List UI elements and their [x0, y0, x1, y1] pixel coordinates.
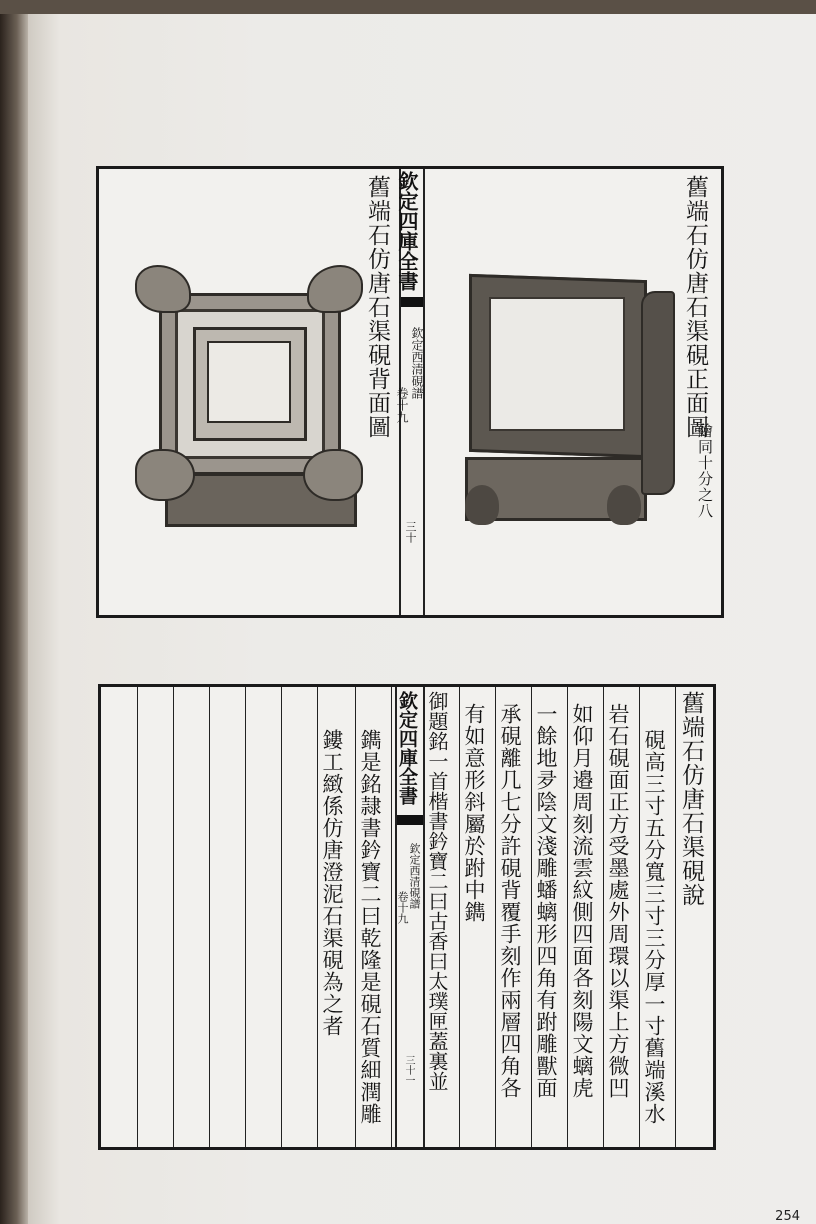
column-rule	[675, 687, 676, 1147]
text-panel	[98, 684, 716, 1150]
text-title: 舊端石仿唐石渠硯說	[678, 691, 704, 907]
center-book-title: 欽定四庫全書	[395, 171, 419, 291]
text-column: 硯高三寸五分寬三寸三分厚一寸舊端溪水	[642, 729, 666, 1125]
center-juan: 卷十九	[395, 387, 409, 423]
column-rule	[317, 687, 318, 1147]
column-rule	[355, 687, 356, 1147]
text-column: 岩石硯面正方受墨處外周環以渠上方微凹	[606, 703, 630, 1099]
column-rule	[281, 687, 282, 1147]
text-column: 鏤工緻係仿唐澄泥石渠硯為之者	[320, 729, 344, 1037]
text-column: 御題銘一首楷書鈐寶二曰古香曰太璞匣蓋裏並	[425, 691, 449, 1091]
text-column: 有如意形斜屬於跗中鐫	[462, 703, 486, 923]
front-view-title: 舊端石仿唐石渠硯正面圖	[682, 175, 708, 439]
center-book-title: 欽定四庫全書	[396, 691, 418, 805]
book-gutter	[0, 14, 28, 1224]
inkstone-front-view	[461, 271, 671, 531]
center-volume-title: 欽定西清硯譜	[408, 843, 421, 909]
center-juan: 卷十九	[396, 891, 409, 924]
column-rule	[495, 687, 496, 1147]
center-leaf-number: 三十一	[403, 1055, 414, 1085]
column-rule	[639, 687, 640, 1147]
fish-tail-mark	[401, 297, 423, 307]
column-rule	[209, 687, 210, 1147]
column-rule	[245, 687, 246, 1147]
column-rule	[173, 687, 174, 1147]
column-rule	[531, 687, 532, 1147]
back-view-title: 舊端石仿唐石渠硯背面圖	[364, 175, 390, 439]
center-volume-title: 欽定西清硯譜	[410, 327, 424, 399]
column-rule	[391, 687, 392, 1147]
text-column: 鐫是銘隷書鈐寶二曰乾隆是硯石質細潤雕	[358, 729, 382, 1125]
text-column: 如仰月邉周刻流雲紋側四面各刻陽文螭虎	[570, 703, 594, 1099]
text-column: 承硯離几七分許硯背覆手刻作兩層四角各	[498, 703, 522, 1099]
illustration-panel	[96, 166, 724, 618]
page-number: 254	[775, 1209, 800, 1224]
center-leaf-number: 三十	[404, 521, 417, 543]
text-column: 一餘地夛陰文淺雕蟠螭形四角有跗雕獸面	[534, 703, 558, 1099]
scale-note: 繪同十分之八	[696, 423, 714, 519]
column-rule	[603, 687, 604, 1147]
column-rule	[459, 687, 460, 1147]
column-rule	[567, 687, 568, 1147]
column-rule	[137, 687, 138, 1147]
fish-tail-mark	[397, 815, 423, 825]
inkstone-back-view	[135, 265, 359, 537]
